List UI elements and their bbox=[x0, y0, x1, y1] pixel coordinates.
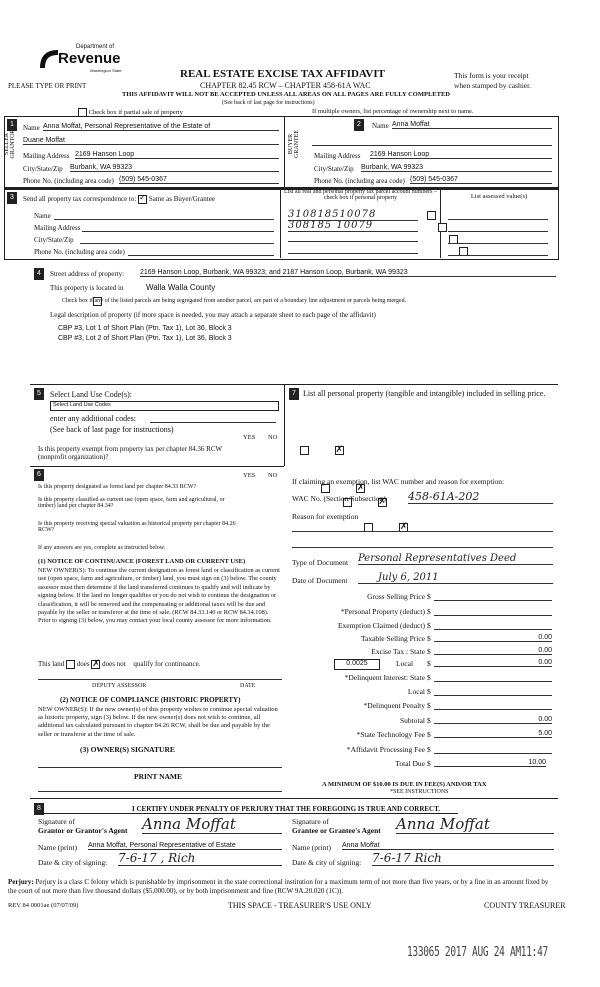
reason-line-2[interactable] bbox=[292, 546, 553, 548]
washington-state-text: Washington State bbox=[90, 68, 122, 73]
buyer-name[interactable]: Anna Moffat bbox=[392, 121, 552, 129]
please-type: PLEASE TYPE OR PRINT bbox=[8, 82, 87, 90]
receipt-line2: when stamped by cashier. bbox=[454, 81, 532, 90]
legal-label: Legal description of property (if more space is needed, you may attach a separate sheet to each page of the affidavit) bbox=[50, 311, 376, 319]
section-1-number: 1 bbox=[7, 119, 17, 131]
notice-compliance-body: NEW OWNER(S): If the new owner(s) of this property wishes to continue special valuation as historic property, sign (3) below. If the new owner(s) does not wish to continue, all additional tax calculated pursuant to chapter 84.26 RCW, shall be due and payable by the seller or transferor at the time of sale. bbox=[38, 706, 278, 738]
not-accepted: THIS AFFIDAVIT WILL NOT BE ACCEPTED UNLESS ALL AREAS ON ALL PAGES ARE FULLY COMPLETED bbox=[122, 91, 450, 98]
send-correspondence bbox=[23, 195, 215, 204]
deputy-date-label: DATE bbox=[240, 683, 256, 689]
seller-phone-label: Phone No. (including area code) bbox=[23, 177, 114, 185]
s3-phone-label: Phone No. (including area code) bbox=[34, 248, 125, 256]
parcel-header: List all real and personal property tax parcel account numbers – check box if personal property bbox=[284, 189, 437, 201]
exempt-no-checkbox[interactable] bbox=[335, 446, 344, 455]
parcel-4[interactable] bbox=[288, 246, 418, 254]
land-use-select[interactable]: Select Land Use Codes bbox=[50, 401, 279, 411]
gross-value[interactable] bbox=[434, 592, 552, 601]
seller-mailing-label: Mailing Address bbox=[23, 152, 70, 160]
logo-word: Revenue bbox=[58, 50, 121, 67]
total-due-label: Total Due bbox=[395, 759, 425, 768]
receipt-line1: This form is your receipt bbox=[454, 71, 529, 80]
parcel-2[interactable]: 308185 10079 bbox=[288, 220, 418, 232]
wac-label: WAC No. (Section/Subsection) bbox=[292, 494, 386, 503]
current-use-question: Is this property classified as current use (open space, farm and agricultural, or timber) land per chapter 84.34? bbox=[38, 497, 225, 509]
assessed-header: List assessed value(s) bbox=[470, 193, 528, 200]
date-doc-label: Date of Document bbox=[292, 576, 348, 585]
section-6-top bbox=[30, 466, 284, 467]
perjury-label: Perjury: bbox=[8, 878, 34, 886]
grantee-date-city[interactable]: 7-6-17 Rich bbox=[372, 851, 554, 866]
seller-phone[interactable]: (509) 545-0367 bbox=[119, 176, 279, 184]
s3-mailing-label: Mailing Address bbox=[34, 224, 81, 232]
perjury-text bbox=[8, 878, 556, 896]
s3-mailing-field[interactable] bbox=[82, 224, 274, 232]
see-back-s5: (See back of last page for instructions) bbox=[50, 425, 174, 434]
personal-property-checkbox-2[interactable] bbox=[438, 223, 447, 232]
type-doc-label: Type of Document bbox=[292, 558, 349, 567]
gross-dollar: $ bbox=[427, 592, 431, 601]
delinquent-interest-value[interactable] bbox=[434, 673, 552, 682]
seller-city-label: City/State/Zip bbox=[23, 165, 63, 173]
wac-value[interactable]: 458-61A-202 bbox=[408, 490, 553, 504]
section-3-number: 3 bbox=[7, 192, 17, 204]
delinquent-interest-dollar: $ bbox=[427, 673, 431, 682]
receipt-stamp: 133065 2017 AUG 24 AM11:47 bbox=[407, 945, 548, 961]
section-3-divider bbox=[280, 188, 281, 258]
owner-signature-label: (3) OWNER(S) SIGNATURE bbox=[80, 745, 175, 754]
does-label: does bbox=[76, 660, 90, 669]
excise-local-label: Local bbox=[396, 659, 414, 668]
certify-statement: I CERTIFY UNDER PENALTY OF PERJURY THAT THE FOREGOING IS TRUE AND CORRECT. bbox=[132, 805, 441, 813]
same-as-buyer-label: Same as Buyer/Grantee bbox=[148, 195, 215, 204]
excise-state-dollar: $ bbox=[427, 647, 431, 656]
legal-desc-1[interactable]: CBP #3, Lot 1 of Short Plan (Ptn. Tax 1), Lot 36, Block 3 bbox=[58, 325, 232, 332]
rate-box[interactable]: 0.0025 bbox=[334, 659, 380, 670]
seller-mailing[interactable]: 2169 Hanson Loop bbox=[75, 151, 279, 159]
assessed-2[interactable] bbox=[448, 224, 548, 232]
affidavit-fee-value[interactable] bbox=[434, 745, 552, 754]
delinquent-local-label: Local bbox=[407, 687, 425, 696]
same-as-buyer-checkbox[interactable] bbox=[138, 195, 147, 204]
affidavit-fee-label: *Affidavit Processing Fee bbox=[346, 745, 425, 754]
personal-property-checkbox-1[interactable] bbox=[427, 211, 436, 220]
gross-label: Gross Selling Price bbox=[367, 592, 425, 601]
segregated-label: Check box if any of the listed parcels are being segregated from another parcel, are part of a boundary line adjustment or parcels being merged. bbox=[62, 298, 407, 304]
grantor-signature[interactable]: Anna Moffat bbox=[142, 815, 282, 834]
buyer-phone[interactable]: (509) 545-0367 bbox=[410, 176, 552, 184]
forest-question: Is this property designated as forest land per chapter 84.33 RCW? bbox=[38, 484, 197, 490]
delinquent-local-value[interactable] bbox=[434, 687, 552, 696]
assessed-4[interactable] bbox=[448, 248, 548, 256]
type-doc-value[interactable]: Personal Representatives Deed bbox=[358, 553, 553, 565]
reason-line-1[interactable] bbox=[292, 530, 553, 532]
claim-exemption: If claiming an exemption, list WAC number and reason for exemption: bbox=[292, 477, 505, 486]
state-tech-label: *State Technology Fee bbox=[356, 730, 425, 739]
deputy-signature-line[interactable] bbox=[38, 678, 282, 680]
perjury-body: Perjury is a class C felony which is punishable by imprisonment in the state correctional institution for a maximum term of not more than five years, or by a fine in an amount fixed by the court of not more than five thousand dollars ($5,000.00), or by both imprisonment and fine (RCW 9A.20.020 (1C)). bbox=[8, 878, 549, 895]
see-instructions: *SEE INSTRUCTIONS bbox=[390, 789, 449, 795]
buyer-name-label: Name bbox=[372, 122, 389, 130]
chapters: CHAPTER 82.45 RCW – CHAPTER 458-61A WAC bbox=[200, 81, 371, 90]
section-5-number: 5 bbox=[34, 388, 44, 400]
section-divider bbox=[284, 116, 285, 189]
print-name-label: PRINT NAME bbox=[134, 772, 182, 781]
revenue-logo bbox=[36, 44, 146, 80]
delinquent-penalty-label: *Delinquent Penalty bbox=[363, 701, 425, 710]
buyer-side-label: BUYER GRANTEE bbox=[288, 130, 300, 158]
total-due-dollar: $ bbox=[427, 759, 431, 768]
section-2-number: 2 bbox=[354, 119, 364, 131]
delinquent-local-dollar: $ bbox=[427, 687, 431, 696]
section-8-number: 8 bbox=[34, 803, 44, 815]
grantee-sig-label-1: Signature of bbox=[292, 817, 329, 826]
legal-desc-2[interactable]: CBP #3, Lot 2 of Short Plan (Ptn. Tax 1), Lot 36, Block 3 bbox=[58, 335, 232, 342]
buyer-city[interactable]: Burbank, WA 99323 bbox=[361, 164, 552, 172]
buyer-phone-label: Phone No. (including area code) bbox=[314, 177, 405, 185]
if-yes-instruction: If any answers are yes, complete as instructed below. bbox=[38, 545, 166, 551]
partial-sale-label: Check box if partial sale of property bbox=[88, 108, 183, 116]
grantee-sig-label bbox=[292, 817, 381, 835]
grantee-date-label: Date & city of signing: bbox=[292, 858, 362, 867]
seller-city[interactable]: Burbank, WA 99323 bbox=[70, 164, 279, 172]
parcel-3[interactable] bbox=[288, 234, 418, 242]
section-4-number: 4 bbox=[34, 268, 44, 280]
assessed-1[interactable] bbox=[448, 212, 548, 220]
grantor-name-print[interactable]: Anna Moffat, Personal Representative of Estate bbox=[88, 842, 282, 850]
grantee-sig-label-2: Grantee or Grantee's Agent bbox=[292, 826, 381, 835]
qualify-label: qualify for continuance. bbox=[133, 660, 201, 669]
print-name-line[interactable] bbox=[38, 790, 282, 792]
grantee-name-label: Name (print) bbox=[292, 843, 331, 852]
personal-label: *Personal Property (deduct) bbox=[340, 607, 425, 616]
grantee-signature[interactable]: Anna Moffat bbox=[396, 815, 554, 834]
list-personal-property: List all personal property (tangible and intangible) included in selling price. bbox=[303, 389, 546, 398]
notice-continuance-title: (1) NOTICE OF CONTINUANCE (FOREST LAND OR CURRENT USE) bbox=[38, 558, 246, 565]
multiple-owners: If multiple owners, list percentage of ownership next to name. bbox=[312, 108, 474, 115]
treasurer-space: THIS SPACE - TREASURER'S USE ONLY bbox=[228, 901, 372, 910]
delinquent-interest-label: *Delinquent Interest: State bbox=[344, 673, 425, 682]
exempt-yes-checkbox[interactable] bbox=[300, 446, 309, 455]
state-tech-dollar: $ bbox=[427, 730, 431, 739]
taxable-value[interactable]: 0.00 bbox=[434, 634, 552, 642]
excise-state-value[interactable]: 0.00 bbox=[434, 647, 552, 655]
section-7-number: 7 bbox=[289, 388, 299, 400]
does-checkbox[interactable] bbox=[66, 660, 75, 669]
street-address[interactable]: 2169 Hanson Loop, Burbank, WA 99323; and 2187 Hanson Loop, Burbank, WA 99323 bbox=[140, 269, 556, 277]
see-back-header: (See back of last page for instructions) bbox=[222, 100, 315, 106]
subtotal-value[interactable]: 0.00 bbox=[434, 716, 552, 724]
buyer-mailing[interactable]: 2169 Hanson Loop bbox=[370, 151, 552, 159]
s5-yes: YES bbox=[243, 434, 256, 441]
seller-name-line2[interactable]: Duane Moffat bbox=[23, 137, 279, 145]
buyer-city-label: City/State/Zip bbox=[314, 165, 354, 173]
dept-of-text: Department of bbox=[76, 44, 115, 50]
grantor-sig-label bbox=[38, 817, 128, 835]
exempt-question: Is this property exempt from property tax per chapter 84.36 RCW (nonprofit organization)? bbox=[38, 445, 222, 461]
street-label: Street address of property: bbox=[50, 270, 125, 278]
personal-value[interactable] bbox=[434, 607, 552, 616]
state-tech-value[interactable]: 5.00 bbox=[434, 730, 552, 738]
grantor-date-city[interactable]: 7-6-17 , Rich bbox=[118, 851, 282, 866]
minimum-due: A MINIMUM OF $10.00 IS DUE IN FEE(S) AND/OR TAX bbox=[322, 781, 487, 788]
notice-compliance-title: (2) NOTICE OF COMPLIANCE (HISTORIC PROPERTY) bbox=[60, 696, 241, 704]
county-treasurer: COUNTY TREASURER bbox=[484, 901, 566, 910]
s3-phone-field[interactable] bbox=[128, 248, 274, 256]
excise-local-dollar: $ bbox=[427, 659, 431, 668]
seller-side-label: SELLER GRANTOR bbox=[4, 129, 16, 159]
located-label: This property is located in bbox=[50, 284, 124, 292]
section-6-number: 6 bbox=[34, 469, 44, 481]
s6-yes: YES bbox=[243, 472, 256, 479]
does-not-label: does not bbox=[102, 660, 126, 669]
seller-name-label: Name bbox=[23, 124, 40, 132]
parcel-1[interactable]: 310818510078 bbox=[288, 209, 418, 221]
taxable-label: Taxable Selling Price bbox=[360, 634, 425, 643]
date-doc-value[interactable]: July 6, 2011 bbox=[358, 572, 553, 584]
section-5-7-divider bbox=[284, 384, 285, 466]
s3-name-field[interactable] bbox=[54, 212, 274, 220]
this-land-label: This land bbox=[38, 660, 65, 669]
historic-question: Is this property receiving special valuation as historical property per chapter 84.26 RCW? bbox=[38, 521, 236, 533]
buyer-mailing-label: Mailing Address bbox=[314, 152, 361, 160]
s3-city-field[interactable] bbox=[80, 236, 274, 244]
total-due-value[interactable]: 10.00 bbox=[434, 759, 546, 767]
exemption-dollar: $ bbox=[427, 621, 431, 630]
section-5-7-top bbox=[30, 384, 558, 385]
grantor-sig-label-2: Grantor or Grantor's Agent bbox=[38, 826, 128, 835]
section-8-top bbox=[30, 798, 558, 799]
enter-additional-label: enter any additional codes: bbox=[50, 414, 136, 423]
taxable-dollar: $ bbox=[427, 634, 431, 643]
subtotal-label: Subtotal bbox=[399, 716, 425, 725]
grantor-name-label: Name (print) bbox=[38, 843, 77, 852]
affidavit-fee-dollar: $ bbox=[427, 745, 431, 754]
form-number: REV 84 0001ae (07/07/09) bbox=[8, 902, 79, 909]
exemption-value[interactable] bbox=[434, 621, 552, 630]
grantor-sig-label-1: Signature of bbox=[38, 817, 75, 826]
grantee-name-print[interactable]: Anna Moffat bbox=[342, 842, 554, 850]
excise-local-value[interactable]: 0.00 bbox=[434, 659, 552, 667]
delinquent-penalty-value[interactable] bbox=[434, 701, 552, 710]
additional-codes-field[interactable] bbox=[150, 414, 276, 423]
grantor-date-label: Date & city of signing: bbox=[38, 858, 108, 867]
this-land-row bbox=[38, 660, 200, 669]
owner-signature-line[interactable] bbox=[38, 766, 282, 768]
exemption-label: Exemption Claimed (deduct) bbox=[337, 621, 425, 630]
land-use-label: Select Land Use Code(s): bbox=[50, 390, 132, 399]
does-not-checkbox[interactable] bbox=[91, 660, 100, 669]
personal-dollar: $ bbox=[427, 607, 431, 616]
notice-continuance-body: NEW OWNER(S): To continue the current designation as forest land or classification as current use (open space, farm and agriculture, or timber) land, you must sign on (3) below. The county assessor must then determine if the land transferred continues to qualify and will indicate by signing below. If the land no longer qualifies or you do not wish to continue the designation or classification, it will be removed and the compensating or additional taxes will be due and payable by the seller or transferor at the time of sale. (RCW 84.33.140 or RCW 84.34.108). Prior to signing (3) below, you may contact your local county assessor for more information. bbox=[38, 567, 280, 625]
s6-no: NO bbox=[268, 472, 278, 479]
excise-state-label: Excise Tax : State bbox=[371, 647, 425, 656]
s3-city-label: City/State/Zip bbox=[34, 236, 74, 244]
reason-label: Reason for exemption bbox=[292, 512, 359, 521]
seller-name[interactable]: Anna Moffat, Personal Representative of the Estate of bbox=[43, 123, 279, 131]
send-correspondence-label: Send all property tax correspondence to: bbox=[23, 195, 137, 204]
certify-underline bbox=[38, 813, 458, 814]
assessed-3[interactable] bbox=[448, 236, 548, 244]
buyer-name-line2[interactable] bbox=[312, 137, 552, 146]
located-county[interactable]: Walla Walla County bbox=[146, 283, 216, 292]
s5-no: NO bbox=[268, 434, 278, 441]
form-title: REAL ESTATE EXCISE TAX AFFIDAVIT bbox=[180, 68, 385, 80]
s3-name-label: Name bbox=[34, 212, 51, 220]
delinquent-penalty-dollar: $ bbox=[427, 701, 431, 710]
subtotal-dollar: $ bbox=[427, 716, 431, 725]
deputy-assessor-label: DEPUTY ASSESSOR bbox=[92, 683, 147, 689]
